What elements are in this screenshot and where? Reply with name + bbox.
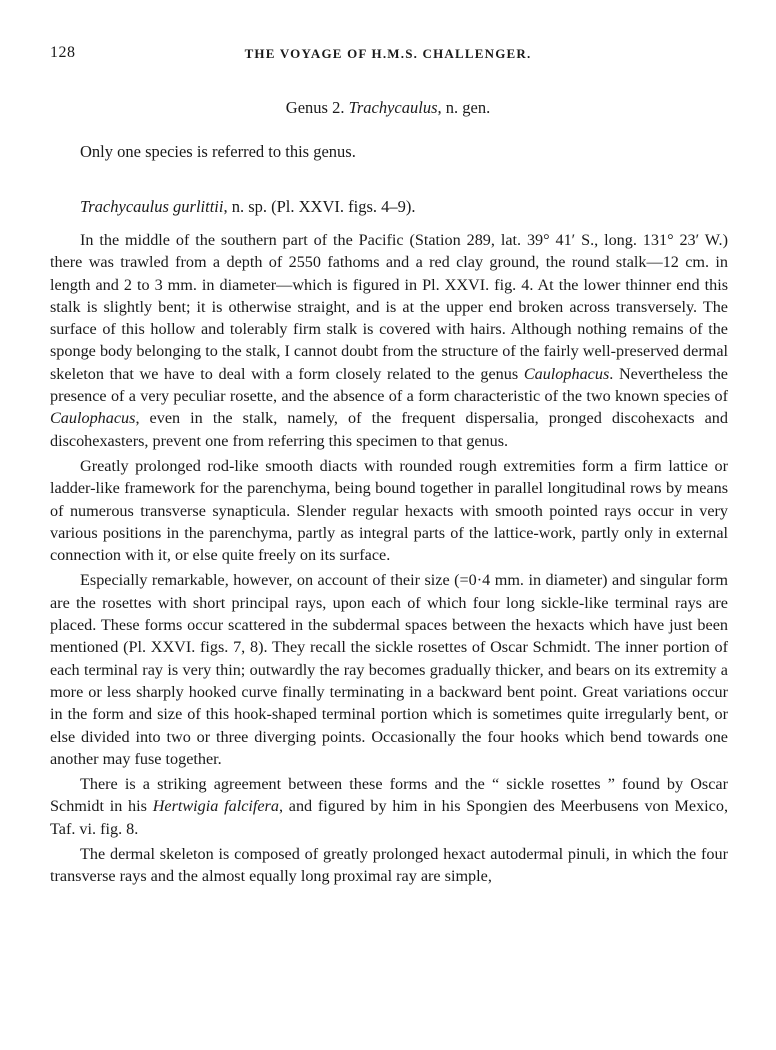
genus-caulophacus-1: Caulophacus xyxy=(523,364,610,383)
species-citation: , n. sp. (Pl. XXVI. figs. 4–9). xyxy=(223,197,416,216)
body-text xyxy=(50,229,728,891)
intro-line: Only one species is referred to this genus. xyxy=(80,142,356,161)
genus-prefix: Genus 2. xyxy=(285,98,349,117)
paragraph-4 xyxy=(50,773,728,840)
page-header xyxy=(50,44,726,68)
paragraph-5: The dermal skeleton is composed of greatly prolonged hexact autodermal pinuli, in which the four transverse rays and the almost equally long proximal ray are simple, xyxy=(50,845,728,886)
paragraph-1-part-c: , even in the stalk, namely, of the frequent dispersalia, pronged discohexacts and discohexasters, prevent one from referring this specimen to that genus. xyxy=(50,409,728,450)
paragraph-1 xyxy=(50,229,728,452)
genus-name: Trachycaulus xyxy=(348,98,438,117)
paragraph-1-part-b: . Nevertheless the presence of a very peculiar rosette, and the absence of a form characteristic of the two known species of xyxy=(50,364,728,406)
genus-suffix: , n. gen. xyxy=(437,98,491,117)
paragraph-4-part-a: There is a striking agreement between these forms and the “ sickle rosettes ” found by Oscar Schmidt in his xyxy=(50,775,728,816)
running-head: THE VOYAGE OF H.M.S. CHALLENGER. xyxy=(244,46,532,61)
paragraph-2: Greatly prolonged rod-like smooth diacts with rounded rough extremities form a firm lattice or ladder-like framework for the parenchyma, being bound together in parallel longitudinal rows by means of numerous transverse synapticula. Slender regular hexacts with smooth pointed rays occur in very various positions in the parenchyma, partly as integral parts of the lattice-work, partly only in external connection with it, or else quite freely on its surface. xyxy=(50,456,728,565)
page-number: 128 xyxy=(50,44,76,61)
paragraph-3: Especially remarkable, however, on account of their size (=0·4 mm. in diameter) and singular form are the rosettes with short principal rays, upon each of which four long sickle-like terminal rays are placed. These forms occur scattered in the subdermal spaces between the hexacts which have just been mentioned (Pl. XXVI. figs. 7, 8). They recall the sickle rosettes of Oscar Schmidt. The inner portion of each terminal ray is very thin; outwardly the ray becomes gradually thicker, and bears on its extremity a more or less sharply hooked curve finally terminating in a backward bent point. Great variations occur in the form and size of this hook-shaped terminal portion which is sometimes quite irregularly bent, or else divided into two or three diverging points. Occasionally the four hooks which bend towards one another may fuse together. xyxy=(50,571,728,768)
genus-caulophacus-2: Caulophacus xyxy=(50,409,136,428)
genus-heading xyxy=(0,98,776,118)
species-name: Trachycaulus gurlittii xyxy=(80,197,224,216)
paragraph-1-part-a: In the middle of the southern part of the Pacific (Station 289, lat. 39° 41′ S., long. 131° 23′ W.) there was trawled from a depth of 2550 fathoms and a red clay ground, the round stalk—12 cm. in length and 2 to 3 mm. in diameter—which is figured in Pl. XXVI. fig. 4. At the lower thinner end this stalk is slightly bent; it is otherwise straight, and is at the upper end broken across transversely. The surface of this hollow and tolerably firm stalk is covered with hairs. Although nothing remains of the sponge body belonging to the stalk, I cannot doubt from the structure of the fairly well-preserved dermal skeleton that we have to deal with a form closely related to the genus xyxy=(50,231,728,383)
species-hertwigia: Hertwigia falcifera xyxy=(152,797,279,816)
paragraph-4-part-b: , and figured by him in his Spongien des Meerbusens von Mexico, Taf. vi. fig. 8. xyxy=(50,797,728,838)
species-heading xyxy=(80,197,726,217)
